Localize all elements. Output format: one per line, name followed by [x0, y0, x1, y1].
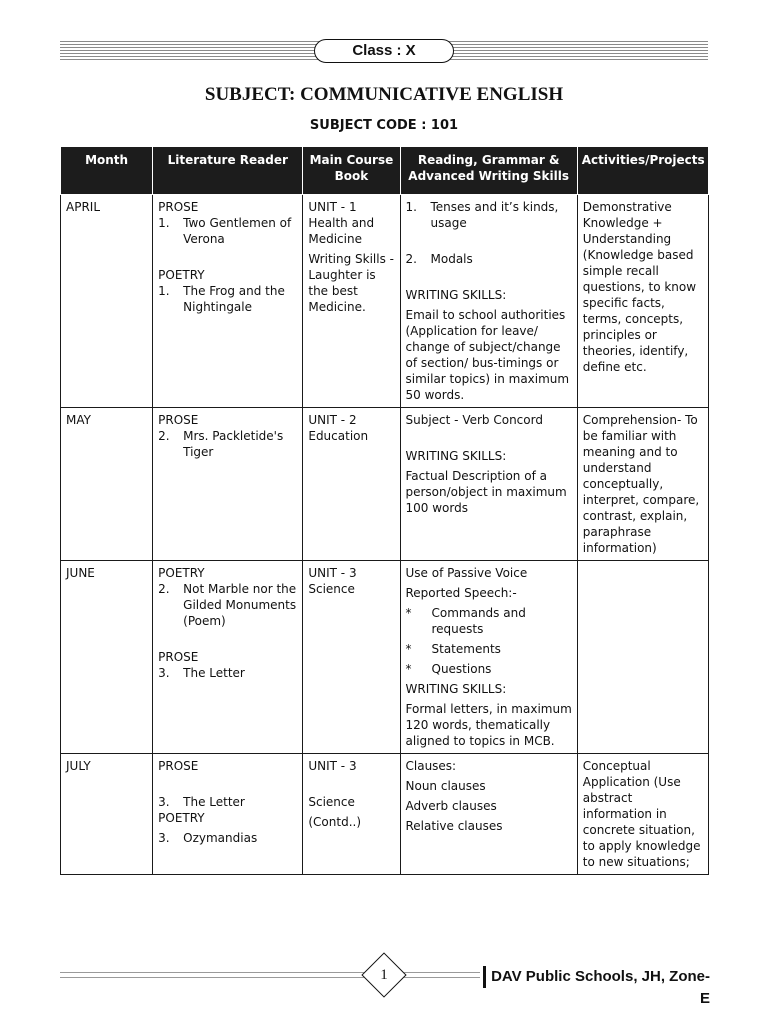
writing-skills-label: WRITING SKILLS:	[405, 288, 507, 302]
unit-topic: Science	[308, 795, 355, 809]
month-cell: APRIL	[61, 195, 153, 408]
main-course-cell	[303, 754, 400, 875]
syllabus-table	[60, 146, 709, 875]
literature-cell	[153, 561, 303, 754]
list-item: 1. The Frog and the Nightingale	[158, 284, 285, 314]
writing-skills-text: Factual Description of a person/object in maximum 100 words	[405, 469, 567, 515]
unit-topic: Health and Medicine	[308, 216, 375, 246]
prose-label: PROSE	[158, 413, 199, 427]
table-header	[61, 147, 709, 195]
subject-code: SUBJECT CODE : 101	[309, 118, 459, 133]
month-cell: JUNE	[61, 561, 153, 754]
school-name: DAV Public Schools, JH, Zone-E	[491, 968, 710, 1007]
writing-skills-text: Email to school authorities (Application for leave/ change of subject/change of section/ bus-timings or similar topics) in maximum 50 words.	[405, 308, 570, 402]
footer-decorative-band	[60, 970, 480, 980]
header-reading-grammar-writing: Reading, Grammar & Advanced Writing Skills	[400, 147, 577, 195]
reading-grammar-cell	[400, 195, 577, 408]
activities-cell: Comprehension- To be familiar with meaning and to understand conceptually, interpret, compare, contrast, explain, paraphrase information)	[577, 408, 708, 561]
prose-label: PROSE	[158, 759, 199, 773]
poetry-label: POETRY	[158, 268, 205, 282]
poetry-label: POETRY	[158, 566, 205, 580]
footer-divider	[483, 966, 486, 988]
grammar-topic: Subject - Verb Concord	[405, 413, 543, 427]
writing-skills-label: WRITING SKILLS:	[405, 449, 507, 463]
list-item: * Commands and requests	[405, 606, 526, 636]
literature-cell	[153, 408, 303, 561]
table-row	[61, 754, 709, 875]
list-item: 1. Tenses and it’s kinds, usage	[405, 200, 559, 230]
reading-grammar-cell	[400, 561, 577, 754]
list-item: 3. The Letter	[158, 666, 245, 680]
writing-skills-text: Formal letters, in maximum 120 words, thematically aligned to topics in MCB.	[405, 702, 572, 748]
reading-grammar-cell	[400, 754, 577, 875]
unit-topic: Science	[308, 582, 355, 596]
grammar-topic: Reported Speech:-	[405, 586, 517, 600]
list-item: 1. Two Gentlemen of Verona	[158, 216, 292, 246]
month-cell: MAY	[61, 408, 153, 561]
unit-topic: Education	[308, 429, 369, 443]
grammar-topic: Relative clauses	[405, 819, 503, 833]
prose-label: PROSE	[158, 200, 199, 214]
unit-continued: (Contd..)	[308, 815, 361, 829]
reading-grammar-cell	[400, 408, 577, 561]
main-course-cell	[303, 561, 400, 754]
main-course-cell	[303, 195, 400, 408]
list-item: * Questions	[405, 662, 492, 676]
class-badge: Class : X	[314, 39, 454, 63]
grammar-topic: Noun clauses	[405, 779, 486, 793]
unit-label: UNIT - 1	[308, 200, 357, 214]
activities-cell	[577, 561, 708, 754]
header-literature-reader: Literature Reader	[153, 147, 303, 195]
grammar-topic: Adverb clauses	[405, 799, 497, 813]
main-course-cell	[303, 408, 400, 561]
prose-label: PROSE	[158, 650, 199, 664]
list-item: 3. Ozymandias	[158, 831, 258, 845]
writing-skills-note: Writing Skills - Laughter is the best Medicine.	[308, 252, 394, 314]
table-row	[61, 195, 709, 408]
unit-label: UNIT - 3	[308, 566, 357, 580]
list-item: 2. Modals	[405, 252, 473, 266]
list-item: 2. Mrs. Packletide's Tiger	[158, 429, 284, 459]
literature-cell	[153, 754, 303, 875]
activities-cell: Demonstrative Knowledge + Understanding (Knowledge based simple recall questions, to know specific facts, terms, concepts, principles or theories, identify, define etc.	[577, 195, 708, 408]
table-row	[61, 561, 709, 754]
unit-label: UNIT - 2	[308, 413, 357, 427]
unit-label: UNIT - 3	[308, 759, 357, 773]
activities-cell: Conceptual Application (Use abstract information in concrete situation, to apply knowledge to new situations;	[577, 754, 708, 875]
header-month: Month	[61, 147, 153, 195]
grammar-topic: Use of Passive Voice	[405, 566, 528, 580]
month-cell: JULY	[61, 754, 153, 875]
page-number: 1	[380, 967, 388, 983]
literature-cell	[153, 195, 303, 408]
list-item: * Statements	[405, 642, 501, 656]
header-row	[61, 147, 709, 195]
list-item: 2. Not Marble nor the Gilded Monuments (Poem)	[158, 582, 297, 628]
table-row	[61, 408, 709, 561]
poetry-label: POETRY	[158, 811, 205, 825]
grammar-topic: Clauses:	[405, 759, 457, 773]
list-item: 3. The Letter	[158, 795, 245, 809]
writing-skills-label: WRITING SKILLS:	[405, 682, 507, 696]
page-title: SUBJECT: COMMUNICATIVE ENGLISH	[204, 84, 564, 105]
header-activities-projects: Activities/Projects	[577, 147, 708, 195]
header-main-course-book: Main Course Book	[303, 147, 400, 195]
